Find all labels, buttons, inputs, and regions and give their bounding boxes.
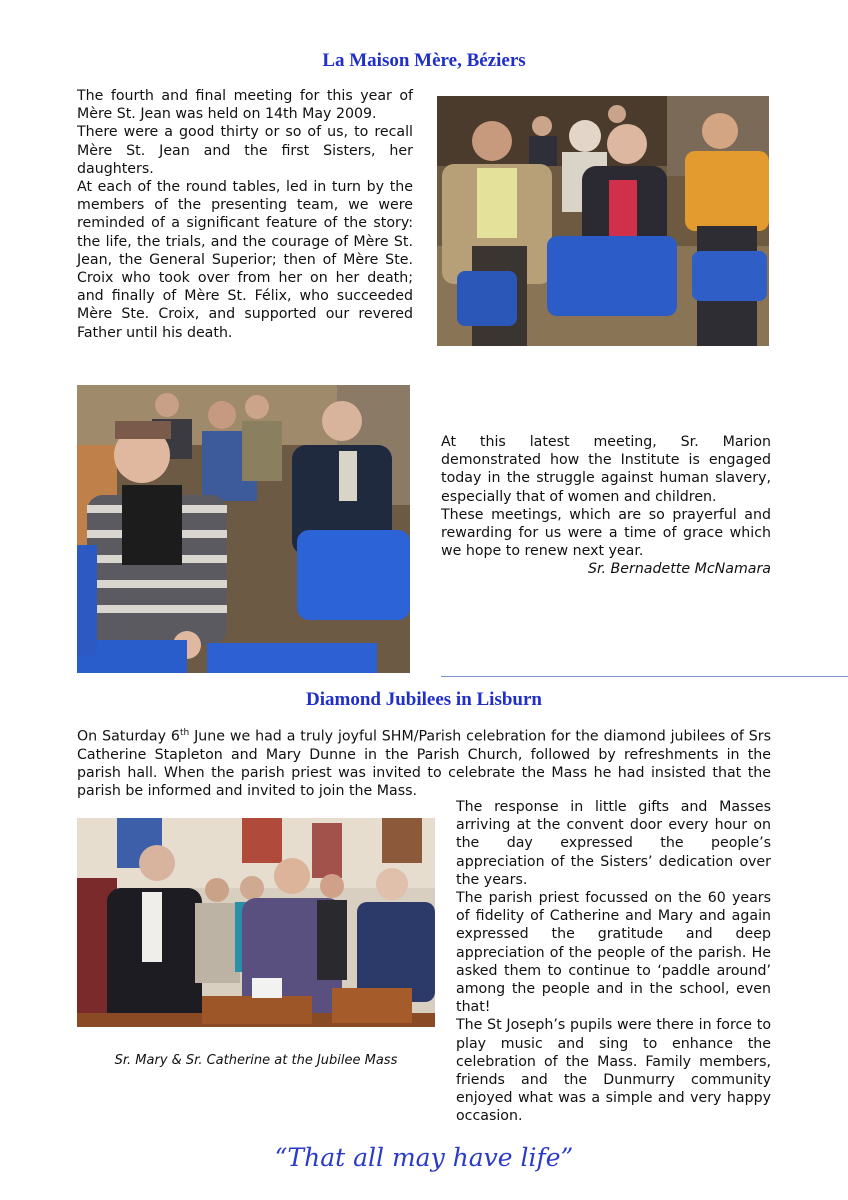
section-divider <box>441 676 848 677</box>
photo-caption: Sr. Mary & Sr. Catherine at the Jubilee Mass <box>114 1053 398 1068</box>
lisburn-body-text <box>456 798 771 1126</box>
section-title-lisburn: Diamond Jubilees in Lisburn <box>306 689 542 710</box>
paragraph: There were a good thirty or so of us, to recall Mère St. Jean and the first Sisters, her daughters. <box>77 124 413 177</box>
paragraph: At each of the round tables, led in turn by the members of the presenting team, we were reminded of a significant feature of the story: the life, the trials, and the courage of Mère St. Jean, the General Superior; then of Mère Ste. Croix who took over from her on her death; and finally of Mère St. Félix, who succeeded Mère Ste. Croix, and supported our revered Father until his death. <box>77 179 413 341</box>
section-title-beziers: La Maison Mère, Béziers <box>322 50 526 71</box>
lisburn-intro-text <box>77 724 771 801</box>
photo-meeting-women-seated <box>77 385 410 673</box>
photo-meeting-group-seated <box>437 96 769 346</box>
photo-jubilee-mass <box>77 818 435 1027</box>
paragraph: The St Joseph’s pupils were there in force to play music and sing to enhance the celebration of the Mass. Family members, friends and the Dunmurry community enjoyed what was a simple and very happy occasion. <box>456 1017 771 1125</box>
signature: Sr. Bernadette McNamara <box>587 561 771 578</box>
footer-motto: “That all may have life” <box>274 1143 574 1172</box>
paragraph: The fourth and final meeting for this year of Mère St. Jean was held on 14th May 2009. <box>77 88 413 123</box>
beziers-intro-text <box>77 87 413 342</box>
beziers-closing-text <box>441 433 771 579</box>
paragraph: These meetings, which are so prayerful and rewarding for us were a time of grace which we hope to renew next year. <box>441 506 771 560</box>
paragraph: The parish priest focussed on the 60 years of fidelity of Catherine and Mary and again expressed the gratitude and deep appreciation of the people of the parish. He asked them to continue to ‘paddle around’ among the people and in the school, even that! <box>456 890 771 1016</box>
paragraph: At this latest meeting, Sr. Marion demonstrated how the Institute is engaged today in the struggle against human slavery, especially that of women and children. <box>441 434 771 505</box>
paragraph: The response in little gifts and Masses arriving at the convent door every hour on the day expressed the people’s appreciation of the Sisters’ dedication over the years. <box>456 799 771 888</box>
paragraph: On Saturday 6th June we had a truly joyful SHM/Parish celebration for the diamond jubilees of Srs Catherine Stapleton and Mary Dunne in the Parish Church, followed by refreshments in the parish hall. When the parish priest was invited to celebrate the Mass he had insisted that the parish be informed and invited to join the Mass. <box>77 728 771 800</box>
